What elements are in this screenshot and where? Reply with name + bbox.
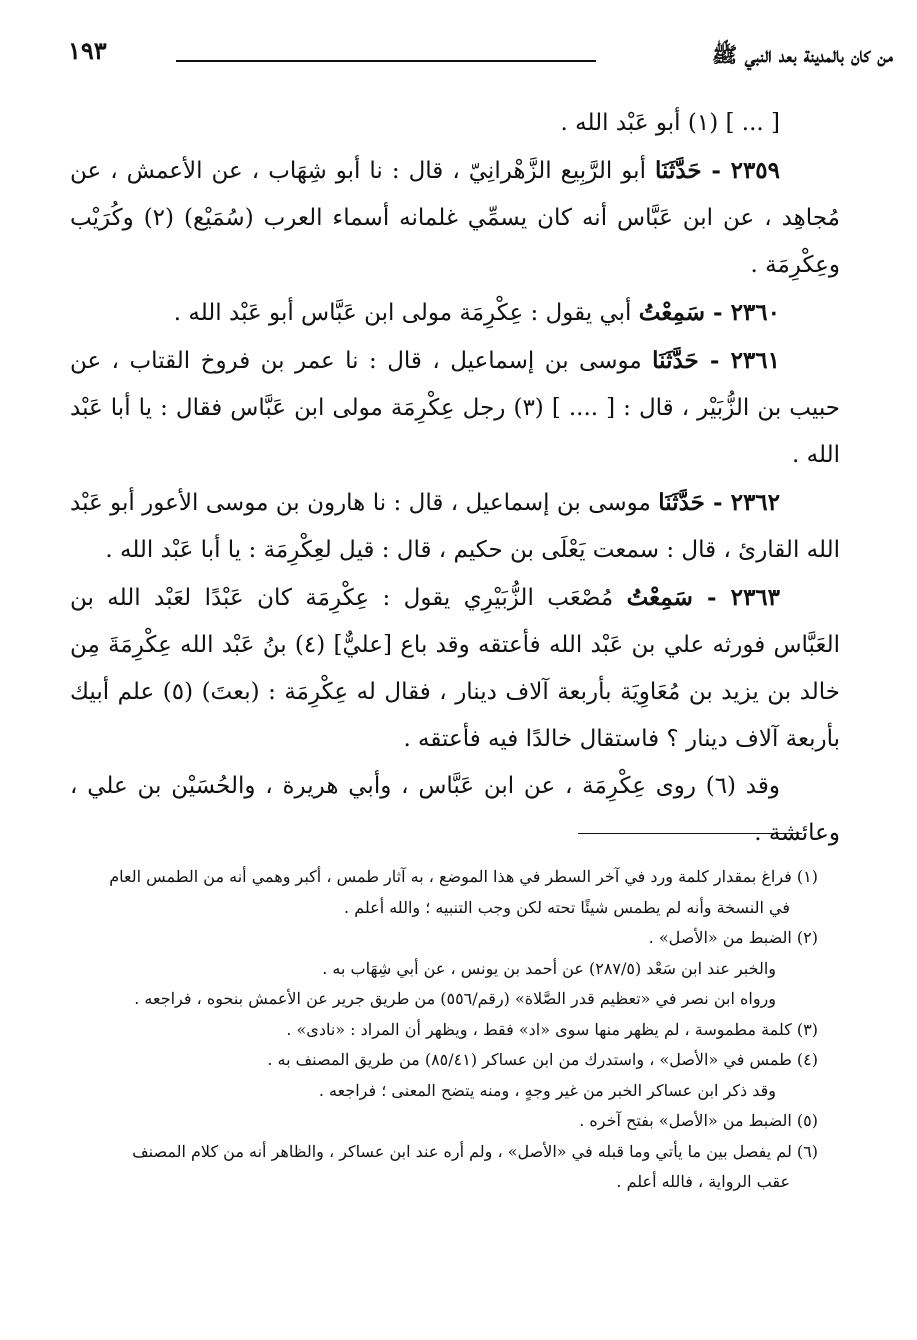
entry-2360: [70, 289, 840, 337]
entry-label: ٢٣٦١ - حَدَّثَنَا: [652, 347, 780, 374]
entry-text: مُصْعَب الزُّبَيْرِي يقول : عِكْرِمَة كان عَبْدًا لعَبْد الله بن العَبَّاس فورثه علي بن عَبْد الله فأعتقه وقد باع [عليٌّ] (٤) بنُ عَبْد الله عِكْرِمَةَ مِن خالد بن يزيد بن مُعَاوِيَة بأربعة آلاف دينار ، فقال له عِكْرِمَة : (بعتَ) (٥) علم أبيك بأربعة آلاف دينار ؟ فاستقال خالدًا فيه فأعتقه .: [70, 585, 841, 752]
footnote-6: (٦) لم يفصل بين ما يأتي وما قبله في «الأصل» ، ولم أره عند ابن عساكر ، والظاهر أنه من كلام المصنف: [132, 1141, 818, 1161]
footnote-2: (٢) الضبط من «الأصل» .: [648, 928, 818, 947]
opening-line: [ ... ] (١) أبو عَبْد الله .: [560, 110, 780, 136]
footnotes: [58, 862, 818, 1198]
entry-2361: [70, 337, 840, 479]
entry-label: ٢٣٦٠ - سَمِعْتُ: [638, 299, 780, 326]
entry-2363: [70, 574, 840, 763]
entry-text: أبو الرَّبِيع الزَّهْرانِيّ ، قال : نا أبو شِهَاب ، عن الأعمش ، عن مُجاهِد ، عن ابن عَبَّاس أنه كان يسمِّي غلمانه أسماء العرب (سُمَيْع) (٢) وكُرَيْب وعِكْرِمَة .: [70, 158, 840, 278]
entry-2359: [70, 147, 840, 289]
entry-label: ٢٣٥٩ - حَدَّثَنَا: [655, 157, 781, 184]
footnote-4-detail: وقد ذكر ابن عساكر الخبر من غير وجهٍ ، ومنه يتضح المعنى ؛ فراجعه .: [318, 1080, 776, 1100]
entry-label: ٢٣٦٣ - سَمِعْتُ: [626, 584, 781, 611]
entry-2362: [70, 479, 840, 574]
entry-text: موسى بن إسماعيل ، قال : نا عمر بن فروخ القتاب ، عن حبيب بن الزُّبَيْر ، قال : [ .... ] (٣) رجل عِكْرِمَة مولى ابن عَبَّاس فقال : يا أبا عَبْد الله .: [70, 348, 840, 468]
header-rule: [176, 60, 596, 62]
entry-label: ٢٣٦٢ - حَدَّثَنَا: [658, 489, 781, 516]
running-header-title: من كان بالمدينة بعد النبي ﷺ: [711, 42, 893, 67]
footnote-2-detail: ورواه ابن نصر في «تعظيم قدر الصَّلاة» (رقم/٥٥٦) من طريق جرير عن الأعمش بنحوه ، فراجعه .: [134, 989, 776, 1008]
footnote-1: (١) فراغ بمقدار كلمة ورد في آخر السطر في هذا الموضع ، به آثار طمس ، أكبر وهمي أنه من الطمس العام: [109, 867, 818, 886]
footnote-6-continued: عقب الرواية ، فالله أعلم .: [616, 1172, 790, 1191]
footnote-1-continued: في النسخة وأنه لم يطمس شيئًا تحته لكن وجب التنبيه ؛ والله أعلم .: [344, 897, 790, 917]
footnote-5: (٥) الضبط من «الأصل» بفتح آخره .: [579, 1111, 818, 1130]
footnote-4: (٤) طمس في «الأصل» ، واستدرك من ابن عساكر (٨٥/٤١) من طريق المصنف به .: [267, 1050, 818, 1069]
main-text: [70, 100, 840, 857]
entry-text: أبي يقول : عِكْرِمَة مولى ابن عَبَّاس أبو عَبْد الله .: [173, 300, 632, 326]
entry-text: موسى بن إسماعيل ، قال : نا هارون بن موسى الأعور أبو عَبْد الله القارئ ، قال : سمعت يَعْلَى بن حكيم ، قال : قيل لعِكْرِمَة : يا أبا عَبْد الله .: [70, 490, 840, 563]
footnote-2-detail: والخبر عند ابن سَعْد (٢٨٧/٥) عن أحمد بن يونس ، عن أبي شِهَاب به .: [322, 958, 776, 978]
page-number: ١٩٣: [68, 36, 107, 65]
closing-paragraph: وقد (٦) روى عِكْرِمَة ، عن ابن عَبَّاس ، وأبي هريرة ، والحُسَيْن بن علي ، وعائشة .: [70, 773, 840, 846]
footnote-3: (٣) كلمة مطموسة ، لم يظهر منها سوى «اد» فقط ، ويظهر أن المراد : «نادى» .: [286, 1019, 818, 1039]
footnote-separator: [578, 833, 802, 834]
